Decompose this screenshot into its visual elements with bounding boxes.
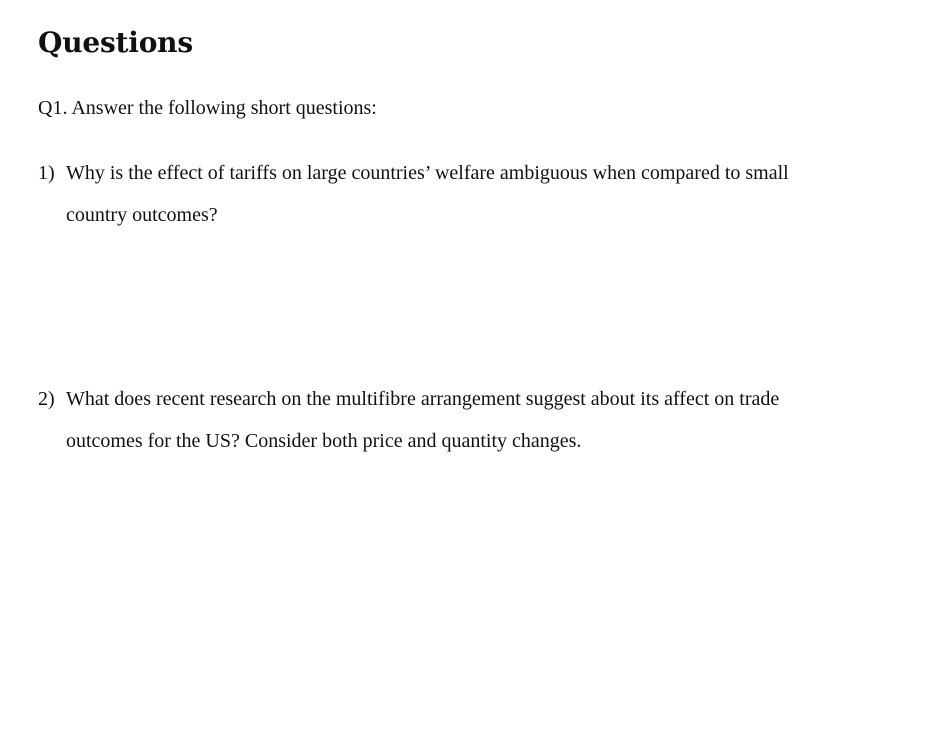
question-text-line-1: What does recent research on the multifibre arrangement suggest about its affect on trade: [66, 388, 780, 410]
question-intro: Q1. Answer the following short questions:: [38, 97, 377, 119]
section-heading: Questions: [38, 26, 193, 59]
question-text-line-1: Why is the effect of tariffs on large countries’ welfare ambiguous when compared to small: [66, 162, 789, 184]
question-item-2: [38, 386, 888, 456]
question-text-line-2: country outcomes?: [66, 204, 218, 226]
question-number: 2): [38, 388, 55, 410]
question-item-1: [38, 160, 888, 230]
question-number: 1): [38, 162, 55, 184]
question-text-line-2: outcomes for the US? Consider both price and quantity changes.: [66, 430, 582, 452]
